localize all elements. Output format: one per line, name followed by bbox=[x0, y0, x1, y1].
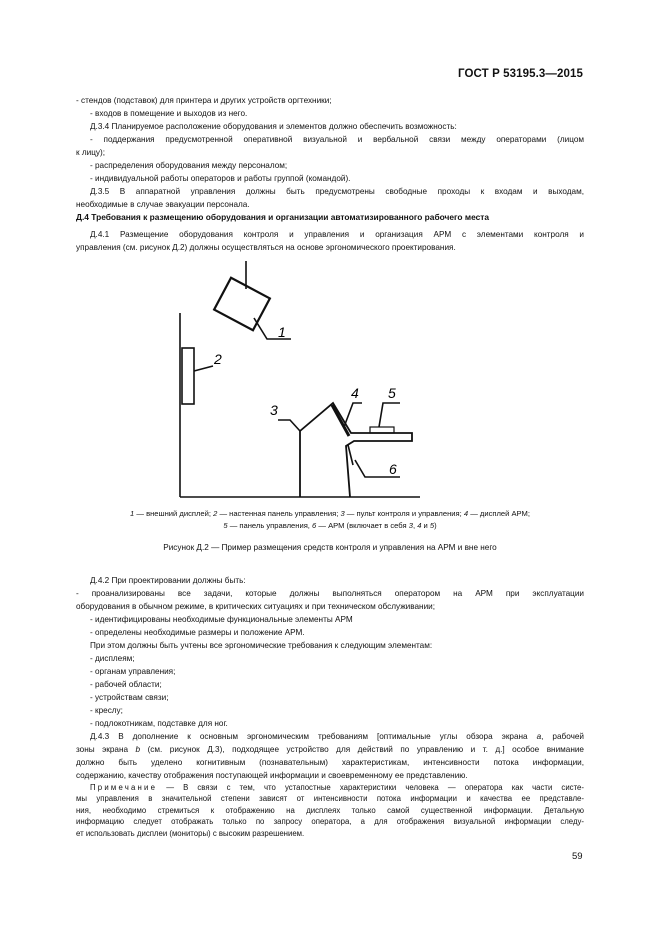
caption-num: 4 bbox=[417, 521, 422, 530]
caption-num: 3 bbox=[340, 509, 345, 518]
figure-caption bbox=[76, 508, 584, 532]
text: зоны экрана bbox=[76, 745, 136, 754]
caption-num: 2 bbox=[213, 509, 218, 518]
list-item: - устройствам связи; bbox=[90, 693, 169, 702]
text: (см. рисунок Д.3), подходящее устройство для действий по управлению и т. д.] особое внимание bbox=[140, 745, 584, 754]
text-block-d3 bbox=[76, 94, 584, 211]
caption-num: 3 bbox=[408, 521, 413, 530]
section-heading: Д.4 Требования к размещению оборудования и организации автоматизированного рабочего места bbox=[76, 212, 490, 222]
caption-text: , bbox=[412, 521, 418, 530]
label-6: 6 bbox=[389, 461, 397, 477]
note-block bbox=[76, 782, 584, 839]
figure-d2-diagram bbox=[150, 255, 450, 505]
note-text: — В связи с тем, что устапостные характеристики человека — оператора как части систе- bbox=[157, 783, 584, 792]
list-item: - поддержания предусмотренной оперативной визуальной и вербальной связи между операторами (лицом bbox=[90, 135, 584, 144]
list-item: - идентифицированы необходимые функциональные элементы АРМ bbox=[90, 615, 353, 624]
paragraph-line: должно быть уделено когнитивным (познавательным) характеристикам, интенсивности потока информации, bbox=[76, 758, 584, 767]
caption-text: — внешний дисплей; bbox=[134, 509, 214, 518]
control-console bbox=[300, 403, 412, 497]
paragraph-line: содержанию, качеству отображения поступающей информации и своевременному ее представлению. bbox=[76, 771, 468, 780]
label-2: 2 bbox=[214, 351, 222, 367]
paragraph-d41 bbox=[76, 228, 584, 254]
list-item: - подлокотникам, подставке для ног. bbox=[90, 719, 228, 728]
variable-b: b bbox=[135, 745, 141, 754]
paragraph-line: управления (см. рисунок Д.2) должны осуществляться на основе эргономического проектирования. bbox=[76, 243, 456, 252]
list-item-continuation: оборудования в обычном режиме, в критических ситуациях и при техническом обслуживании; bbox=[76, 602, 436, 611]
list-item: - определены необходимые размеры и положение АРМ. bbox=[90, 628, 305, 637]
paragraph-line bbox=[62, 743, 584, 756]
note-line: информацию следует отображать только по запросу оператора, а для отображения визуальной информации следу- bbox=[76, 817, 584, 827]
list-item: - распределения оборудования между персоналом; bbox=[90, 161, 288, 170]
text: , рабочей bbox=[541, 732, 584, 741]
caption-num: 6 bbox=[312, 521, 317, 530]
caption-text: — АРМ (включает в себя bbox=[316, 521, 409, 530]
note-line bbox=[76, 782, 584, 793]
caption-text: ) bbox=[434, 521, 437, 530]
document-header: ГОСТ Р 53195.3—2015 bbox=[458, 68, 583, 80]
label-3: 3 bbox=[270, 402, 278, 418]
caption-text: и bbox=[421, 521, 430, 530]
paragraph-d34: Д.3.4 Планируемое расположение оборудования и элементов должно обеспечить возможность: bbox=[90, 122, 457, 131]
leader-line-5 bbox=[379, 403, 400, 427]
note-line: мы управления в значительной степени зависят от интенсивности потока информации и качества ее представле- bbox=[76, 794, 584, 804]
paragraph-d43 bbox=[76, 730, 584, 782]
paragraph-line bbox=[76, 730, 584, 743]
text: Д.4.3 В дополнение к основным эргономическим требованиям [оптимальные углы обзора экрана bbox=[90, 732, 537, 741]
caption-text: — пульт контроля и управления; bbox=[344, 509, 464, 518]
leader-line-3 bbox=[278, 420, 300, 431]
caption-num: 4 bbox=[463, 509, 469, 518]
list-item: - рабочей области; bbox=[90, 680, 162, 689]
note-line: ет использовать дисплеи (мониторы) с высоким разрешением. bbox=[76, 828, 305, 838]
list-item: - стендов (подставок) для принтера и других устройств оргтехники; bbox=[76, 96, 332, 105]
leader-line-2 bbox=[194, 366, 213, 371]
variable-a: а bbox=[536, 732, 542, 741]
caption-num: 5 bbox=[223, 521, 228, 530]
caption-num: 5 bbox=[429, 521, 435, 530]
external-display bbox=[214, 278, 270, 330]
caption-num: 1 bbox=[130, 509, 135, 518]
list-item: - креслу; bbox=[90, 706, 123, 715]
figure-title: Рисунок Д.2 — Пример размещения средств контроля и управления на АРМ и вне него bbox=[163, 543, 497, 552]
list-item: - органам управления; bbox=[90, 667, 176, 676]
list-item: - входов в помещение и выходов из него. bbox=[90, 109, 248, 118]
label-5: 5 bbox=[388, 385, 396, 401]
console-front-leg bbox=[348, 445, 353, 465]
paragraph: При этом должны быть учтены все эргономические требования к следующим элементам: bbox=[90, 641, 433, 650]
label-1: 1 bbox=[278, 324, 286, 340]
caption-line-1 bbox=[76, 508, 584, 520]
leader-line-4 bbox=[344, 403, 362, 427]
caption-text: — панель управления, bbox=[227, 521, 313, 530]
list-item-continuation: к лицу); bbox=[76, 148, 105, 157]
caption-line-2 bbox=[76, 520, 584, 532]
paragraph-line: Д.4.1 Размещение оборудования контроля и управления и организация АРМ с элементами контроля и bbox=[90, 230, 584, 239]
note-label: Примечание bbox=[90, 783, 158, 792]
wall-control-panel bbox=[182, 348, 194, 404]
list-item: - индивидуальной работы операторов и работы группой (командой). bbox=[90, 174, 351, 183]
note-line: ния, необходимо стремиться к отображению на дисплеях только самой существенной информации. Детальную bbox=[76, 805, 584, 815]
paragraph-d42: Д.4.2 При проектировании должны быть: bbox=[90, 576, 246, 585]
paragraph-continuation: необходимые в случае эвакуации персонала. bbox=[76, 200, 250, 209]
paragraph-d35: Д.3.5 В аппаратной управления должны быть предусмотрены свободные проходы к входам и выходам, bbox=[90, 187, 584, 196]
list-item: - дисплеям; bbox=[90, 654, 135, 663]
text-block-d42 bbox=[76, 574, 584, 730]
page-number: 59 bbox=[572, 851, 583, 862]
caption-text: — настенная панель управления; bbox=[217, 509, 341, 518]
label-4: 4 bbox=[351, 385, 359, 401]
list-item: - проанализированы все задачи, которые должны выполняться оператором на АРМ при эксплуатации bbox=[76, 589, 584, 598]
caption-text: — дисплей АРМ; bbox=[468, 509, 530, 518]
